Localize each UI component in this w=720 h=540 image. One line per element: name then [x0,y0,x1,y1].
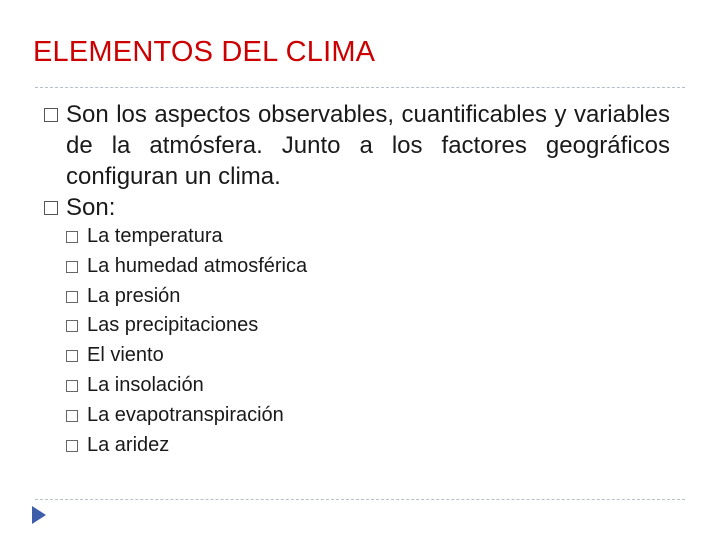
list-item-label: La aridez [87,433,170,456]
list-item-label: La temperatura [87,225,223,247]
bottom-divider [35,499,685,500]
list-item-label: El viento [87,344,164,367]
square-bullet-icon [66,440,78,452]
list-item-label: La insolación [87,373,204,396]
square-bullet-icon [44,108,58,122]
list-item-label: La presión [87,284,181,307]
slide-title: ELEMENTOS DEL CLIMA [33,36,376,68]
play-arrow-icon[interactable] [32,506,46,524]
list-item [66,431,307,461]
top-divider [35,87,685,88]
list-item [66,371,307,401]
list-item [66,341,307,371]
climate-elements-list [66,222,307,460]
bullet-list-intro-text: Son: [66,194,116,221]
list-item-label: La humedad atmosférica [87,254,308,277]
list-item [66,311,307,341]
square-bullet-icon [44,201,58,215]
list-item [66,252,307,282]
square-bullet-icon [66,320,78,332]
square-bullet-icon [66,380,78,392]
list-item [66,222,307,252]
bullet-definition-text: Son los aspectos observables, cuantificables y variables de la atmósfera. Junto a los factores geográficos configuran un clima. [66,101,670,190]
square-bullet-icon [66,410,78,422]
list-item-label: La evapotranspiración [87,403,284,426]
list-item [66,282,307,312]
list-item [66,401,307,431]
square-bullet-icon [66,261,78,273]
square-bullet-icon [66,350,78,362]
square-bullet-icon [66,291,78,303]
bullet-definition [44,99,670,192]
square-bullet-icon [66,231,78,243]
bullet-list-intro [44,192,670,223]
list-item-label: Las precipitaciones [87,314,259,337]
